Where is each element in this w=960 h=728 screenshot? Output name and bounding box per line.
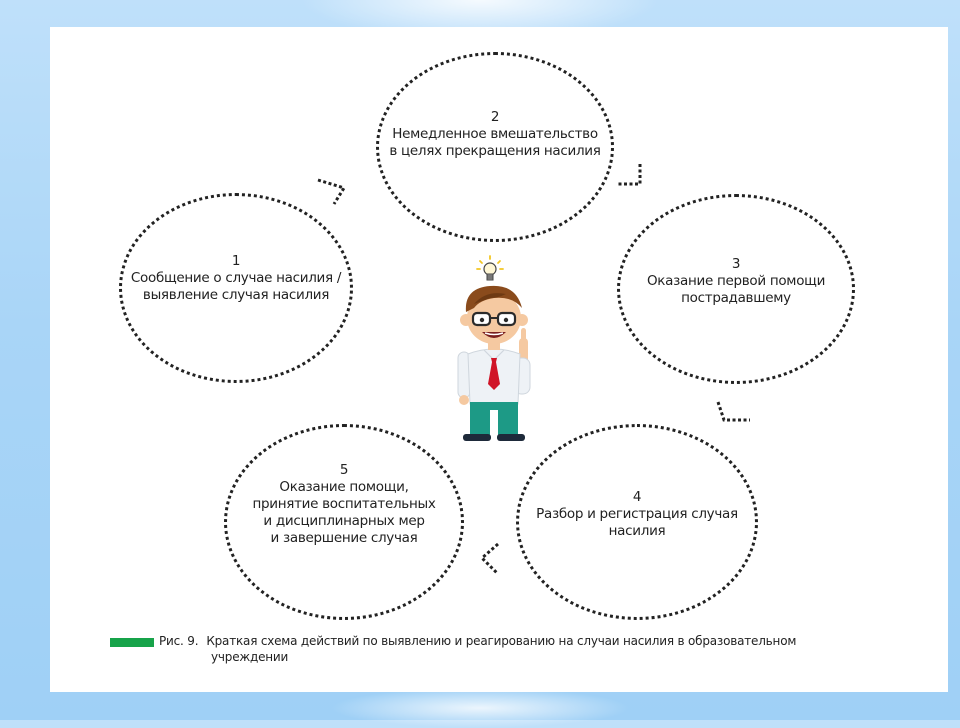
step-2-line-1: Немедленное вмешательство [392,126,598,142]
step-3-line-2: пострадавшему [681,290,791,306]
step-5-line-1: Оказание помощи, [279,479,409,495]
caption-marker [110,638,154,647]
cycle-arrow-icon [712,398,756,428]
step-1-line-2: выявление случая насилия [142,287,330,303]
caption-line-1: Краткая схема действий по выявлению и реагированию на случаи насилия в образовательном [206,634,797,648]
step-4-line-1: Разбор и регистрация случая [536,506,738,522]
figure-label: Рис. 9. [159,634,199,648]
step-1-number: 1 [231,253,241,269]
step-5-line-3: и дисциплинарных мер [263,513,425,529]
step-5-line-2: принятие воспитательных [252,496,436,512]
cycle-arrow-icon [310,172,350,208]
step-4-number: 4 [632,489,642,505]
cycle-arrow-icon [612,160,648,192]
step-2-number: 2 [490,109,500,125]
lightbulb-icon [476,255,504,285]
step-1-line-1: Сообщение о случае насилия / [130,270,342,286]
step-2-text [376,109,614,160]
cycle-arrow-icon [474,538,506,582]
caption-line-2: учреждении [211,650,289,664]
step-4-line-2: насилия [608,523,666,539]
step-3-line-1: Оказание первой помощи [646,273,826,289]
step-3-text [617,256,855,307]
figure-caption [159,633,859,665]
step-5-number: 5 [339,462,349,478]
step-1-text [119,253,353,304]
step-4-text [516,489,758,540]
step-5-line-4: и завершение случая [270,530,418,546]
person-illustration [450,282,540,444]
step-3-number: 3 [731,256,741,272]
step-2-line-2: в целях прекращения насилия [389,143,601,159]
step-5-text [224,462,464,547]
